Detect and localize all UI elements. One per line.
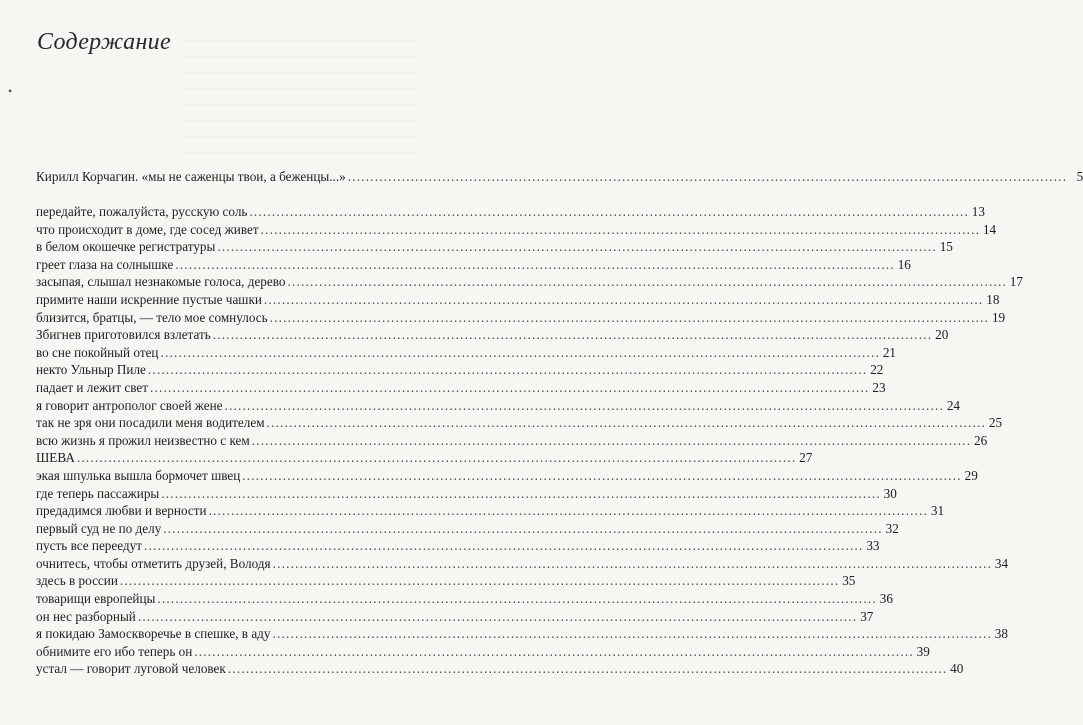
toc-entry-page: 24	[946, 397, 961, 413]
toc-entry	[36, 485, 897, 503]
toc-leader-dots	[348, 168, 1068, 186]
toc-entry-label: Кирилл Корчагин. «мы не саженцы твои, а беженцы...»	[36, 169, 346, 184]
toc-leader-dots	[261, 221, 981, 239]
toc-entry-page: 18	[986, 291, 1000, 307]
toc-entry	[36, 432, 988, 450]
toc-entry	[36, 467, 978, 485]
toc-leader-dots	[144, 537, 864, 555]
toc-entry-page: 33	[866, 538, 880, 554]
toc-entry-page: 27	[799, 450, 813, 466]
toc-entry	[36, 326, 949, 344]
toc-intro	[36, 168, 1083, 186]
toc-entry-page: 21	[882, 344, 896, 360]
toc-leader-dots	[148, 361, 868, 379]
toc-entry-page: 13	[971, 204, 985, 219]
toc-entry	[36, 203, 985, 221]
toc-leader-dots	[163, 520, 883, 538]
toc-leader-dots	[242, 467, 962, 485]
toc-entry	[36, 291, 1000, 309]
toc-entry-label: экая шпулька вышла бормочет швец	[36, 467, 241, 483]
toc-entry	[36, 449, 813, 467]
toc-entry-page: 40	[950, 661, 964, 677]
toc-entry	[36, 397, 961, 415]
toc-leader-dots	[150, 379, 870, 397]
toc-leader-dots	[252, 432, 972, 450]
toc-entry	[36, 502, 945, 520]
toc-leader-dots	[77, 449, 797, 467]
toc-entry-label: я говорит антрополог своей жене	[36, 397, 223, 413]
toc-entry	[36, 643, 930, 661]
toc-entry-label: падает и лежит свет	[36, 379, 149, 395]
toc-leader-dots	[270, 309, 990, 327]
toc-leader-dots	[217, 238, 937, 256]
toc-entry-page: 22	[870, 362, 884, 378]
toc-entry-page: 32	[885, 520, 899, 536]
toc-entry	[36, 608, 874, 626]
toc-entry-label: всю жизнь я прожил неизвестно с кем	[36, 432, 250, 448]
toc-entry	[36, 309, 1006, 327]
toc-entry-label: Збигнев приготовился взлетать	[36, 327, 211, 343]
toc-leader-dots	[175, 256, 895, 274]
toc-entry	[36, 590, 893, 608]
toc-entry	[36, 414, 1003, 432]
toc-entry-label: устал — говорит луговой человек	[36, 661, 226, 677]
toc-entry-label: он нес разборный	[36, 608, 136, 624]
toc-list	[36, 203, 1023, 678]
toc-entry	[36, 361, 884, 379]
toc-entry-label: примите наши искренние пустые чашки	[36, 291, 262, 307]
toc-entry-label: первый суд не по делу	[36, 520, 162, 536]
toc-entry-page: 15	[939, 239, 953, 255]
toc-entry-page: 20	[935, 327, 949, 343]
toc-entry-page: 5	[1076, 169, 1083, 184]
toc-leader-dots	[287, 273, 1007, 291]
toc-entry-label: в белом окошечке регистратуры	[36, 239, 216, 255]
toc-entry-label: во сне покойный отец	[36, 344, 159, 360]
margin-mark: •	[8, 84, 13, 98]
toc-entry-page: 30	[883, 485, 897, 501]
toc-leader-dots	[228, 660, 948, 678]
toc-entry-label: засыпая, слышал незнакомые голоса, дерево	[36, 274, 286, 290]
toc-entry	[36, 625, 1008, 643]
toc-entry-page: 38	[994, 626, 1008, 642]
page-title: Содержание	[37, 29, 171, 55]
toc-entry-label: греет глаза на солнышке	[36, 256, 174, 272]
toc-entry-page: 35	[842, 573, 856, 589]
toc-entry-page: 23	[872, 379, 886, 395]
toc-entry-label: что происходит в доме, где сосед живет	[36, 221, 259, 237]
toc-entry-label: предадимся любви и верности	[36, 503, 207, 519]
toc-leader-dots	[161, 344, 881, 362]
toc-entry	[36, 660, 964, 678]
toc-entry-page: 37	[860, 608, 874, 624]
toc-entry-label: я покидаю Замоскворечье в спешке, в аду	[36, 626, 271, 642]
bleed-through-texture	[180, 40, 420, 160]
toc-entry	[36, 520, 899, 538]
toc-entry	[36, 572, 856, 590]
toc-entry-label: здесь в россии	[36, 573, 118, 589]
toc-entry-page: 19	[991, 309, 1006, 325]
toc-leader-dots	[225, 397, 945, 415]
toc-entry-label: пусть все переедут	[36, 538, 142, 554]
toc-leader-dots	[209, 502, 929, 520]
toc-entry-label: обнимите его ибо теперь он	[36, 643, 193, 659]
toc-entry-page: 17	[1009, 274, 1023, 290]
toc-leader-dots	[157, 590, 877, 608]
toc-leader-dots	[213, 326, 933, 344]
toc-entry	[36, 344, 896, 362]
toc-entry-page: 16	[897, 256, 911, 272]
toc-entry	[36, 273, 1023, 291]
toc-entry-page: 31	[930, 503, 945, 519]
toc-entry-page: 36	[879, 591, 893, 607]
toc-leader-dots	[161, 485, 881, 503]
toc-entry-label: ШЕВА	[36, 450, 75, 466]
toc-entry	[36, 379, 886, 397]
toc-entry-page: 34	[994, 555, 1009, 571]
toc-entry-label: очнитесь, чтобы отметить друзей, Володя	[36, 555, 271, 571]
toc-leader-dots	[264, 291, 984, 309]
toc-leader-dots	[138, 608, 858, 626]
toc-leader-dots	[267, 414, 987, 432]
toc-leader-dots	[273, 555, 993, 573]
toc-entry-page: 39	[916, 643, 930, 659]
toc-entry-label: товарищи европейцы	[36, 591, 156, 607]
toc-leader-dots	[272, 625, 992, 643]
toc-entry-page: 25	[988, 415, 1003, 431]
toc-leader-dots	[120, 572, 840, 590]
toc-entry	[36, 221, 997, 239]
toc-entry	[36, 537, 880, 555]
toc-entry-label: где теперь пассажиры	[36, 485, 160, 501]
toc-entry-label: так не зря они посадили меня водителем	[36, 415, 265, 431]
toc-entry	[36, 555, 1009, 573]
toc-entry	[36, 238, 953, 256]
toc-entry-page: 26	[974, 432, 988, 448]
toc-entry-label: передайте, пожалуйста, русскую соль	[36, 204, 248, 219]
toc-entry	[36, 168, 1083, 186]
toc-entry	[36, 256, 911, 274]
toc-entry-page: 14	[982, 221, 997, 237]
toc-leader-dots	[249, 203, 969, 221]
toc-entry-label: близится, братцы, — тело мое сомнулось	[36, 309, 268, 325]
toc-entry-label: некто Ульныр Пиле	[36, 362, 146, 378]
toc-leader-dots	[194, 643, 914, 661]
toc-entry-page: 29	[964, 467, 978, 483]
